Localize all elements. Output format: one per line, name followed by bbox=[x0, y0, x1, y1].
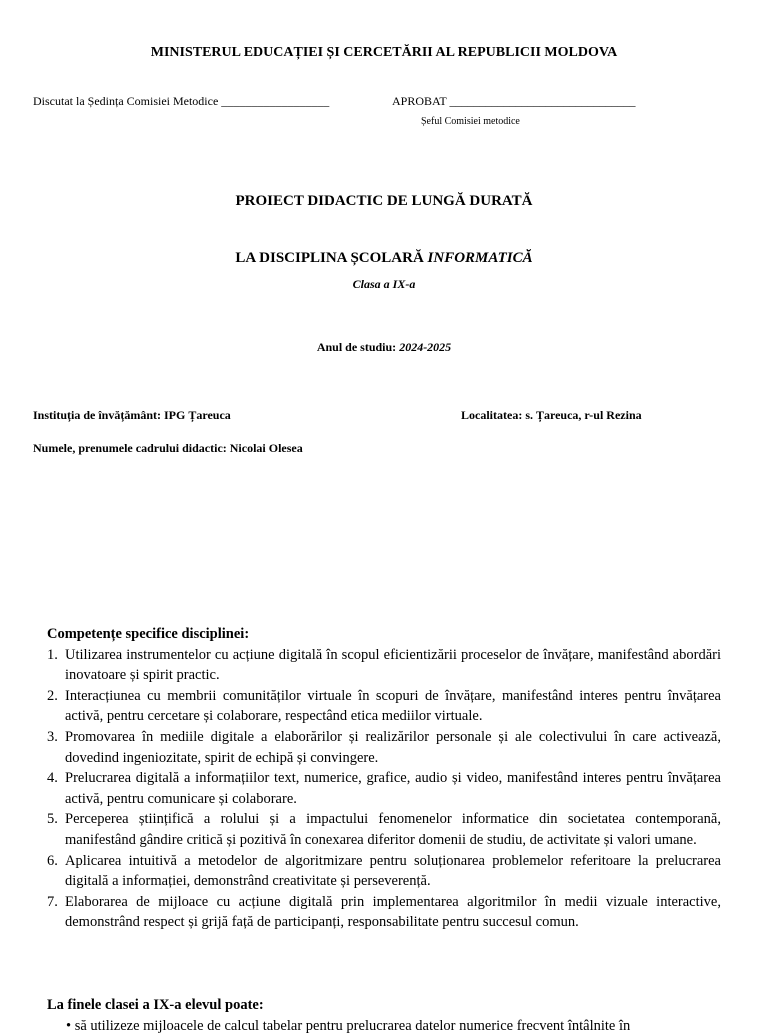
list-item-number: 5. bbox=[47, 811, 58, 828]
sef-comisie-caption: Șeful Comisiei metodice bbox=[421, 116, 520, 127]
list-item-number: 6. bbox=[47, 852, 58, 869]
list-item bbox=[47, 892, 721, 933]
discipline-subject: INFORMATICĂ bbox=[427, 250, 533, 266]
list-item bbox=[47, 768, 721, 809]
list-item-text: Promovarea în mediile digitale a elaborărilor și realizărilor personale și ale colectivului în care activează, dovedind ingeniozitate, spirit de echipă și convingere. bbox=[65, 728, 721, 766]
discipline-prefix: LA DISCIPLINA ȘCOLARĂ bbox=[235, 250, 428, 266]
list-item bbox=[47, 727, 721, 768]
list-item-text: Prelucrarea digitală a informațiilor text, numerice, grafice, audio și video, manifestând interes pentru învățarea activă, pentru comunicare și colaborare. bbox=[65, 770, 721, 807]
list-item-number: 2. bbox=[47, 687, 58, 704]
list-item-number: 3. bbox=[47, 728, 58, 745]
teacher-name-field: Numele, prenumele cadrului didactic: Nicolai Olesea bbox=[33, 441, 303, 455]
list-item bbox=[47, 686, 721, 727]
ministry-heading: MINISTERUL EDUCAȚIEI ȘI CERCETĂRII AL REPUBLICII MOLDOVA bbox=[150, 45, 618, 60]
class-label: Clasa a IX-a bbox=[352, 277, 416, 291]
aprobat-line: APROBAT _______________________________ bbox=[392, 94, 636, 108]
list-item bbox=[47, 851, 721, 892]
school-year-value: 2024-2025 bbox=[399, 340, 452, 354]
document-title: PROIECT DIDACTIC DE LUNGĂ DURATĂ bbox=[235, 193, 533, 209]
final-section-title: La finele clasei a IX-a elevul poate: bbox=[47, 997, 264, 1013]
list-item-number: 7. bbox=[47, 893, 58, 910]
school-year-label: Anul de studiu: bbox=[316, 340, 400, 354]
list-item-number: 4. bbox=[47, 770, 58, 787]
list-item bbox=[47, 645, 721, 686]
competente-title: Competențe specifice disciplinei: bbox=[47, 626, 250, 642]
list-item bbox=[47, 809, 721, 850]
locality-field: Localitatea: s. Țareuca, r-ul Rezina bbox=[461, 408, 642, 422]
institution-field: Instituția de învățământ: IPG Țareuca bbox=[33, 408, 231, 422]
list-item-text: Interacțiunea cu membrii comunităților virtuale în scopuri de învățare, manifestând interes pentru învățarea activă, pentru cercetare și colaborare, respectând etica mediilor virtuale. bbox=[65, 687, 721, 725]
list-item-text: Perceperea științifică a rolului și a impactului fenomenelor informatice din societatea contemporană, manifestând gândire critică și pozitivă în conexarea diferitor domenii de studiu, de activitate și valori umane. bbox=[65, 811, 721, 848]
school-year bbox=[0, 340, 768, 355]
competente-section bbox=[47, 624, 721, 933]
list-item-text: Utilizarea instrumentelor cu acțiune digitală în scopul eficientizării proceselor de învățare, manifestând abordări inovatoare și spirit practic. bbox=[65, 646, 721, 684]
competente-list bbox=[47, 645, 721, 933]
discutat-line: Discutat la Ședința Comisiei Metodice __________________ bbox=[33, 94, 330, 108]
discipline-title bbox=[0, 250, 768, 267]
list-item-text: Aplicarea intuitivă a metodelor de algoritmizare pentru soluționarea problemelor referitoare la prelucrarea digitală a informației, demonstrând creativitate și perseverență. bbox=[65, 852, 721, 890]
final-first-bullet: • să utilizeze mijloacele de calcul tabelar pentru prelucrarea datelor numerice frecvent întâlnite în bbox=[66, 1018, 631, 1034]
list-item-number: 1. bbox=[47, 646, 58, 663]
list-item-text: Elaborarea de mijloace cu acțiune digitală prin implementarea algoritmilor în medii vizuale interactive, demonstrând respect și grijă față de participanți, responsabilitate pentru succesul comun. bbox=[65, 893, 721, 931]
